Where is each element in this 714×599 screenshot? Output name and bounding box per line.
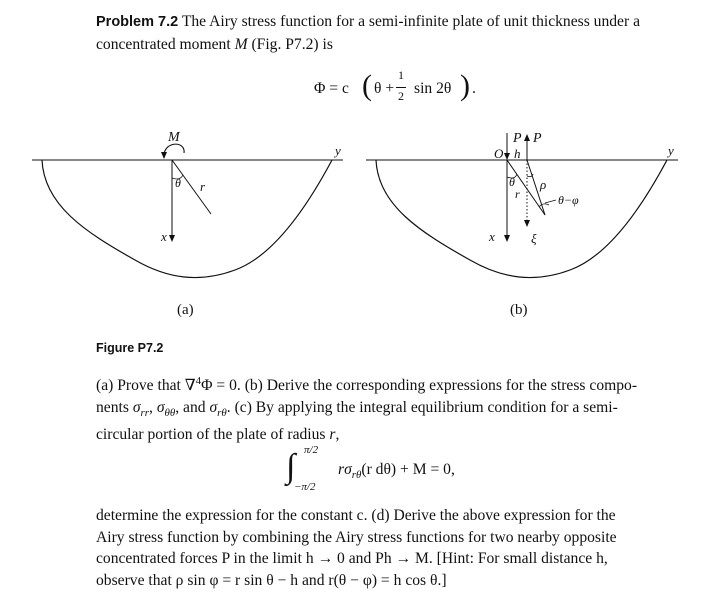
panel-a-boundary <box>42 160 332 278</box>
para2-l2-b: , <box>149 398 157 416</box>
problem-text-line2-M: M <box>234 35 248 53</box>
panel-b-O-label: O <box>494 146 504 161</box>
panel-a-moment-label: M <box>168 130 180 145</box>
panel-b-xi-arrow <box>524 220 530 227</box>
problem-text-line1: The Airy stress function for a semi-infinite plate of unit thickness under a <box>181 13 640 30</box>
panel-b-x-label: x <box>489 229 495 244</box>
eq1-frac-num: 1 <box>398 68 404 82</box>
para2-l1-sup: 4 <box>195 375 202 387</box>
para2-l3-r: r <box>329 426 336 444</box>
para2-l1-b: Φ = 0. (b) Derive the corresponding expressions for the stress compo- <box>201 377 638 395</box>
question-parts-a-c <box>96 371 686 446</box>
eq1-period: . <box>472 80 476 97</box>
para2-l1-a: (a) Prove that ∇ <box>96 377 196 395</box>
para3-l1: determine the expression for the constant c. (d) Derive the above expression for the <box>96 507 616 524</box>
panel-b-h-label: h <box>514 146 521 161</box>
eq1-frac-den: 2 <box>398 89 404 103</box>
panel-a-label: (a) <box>177 302 194 318</box>
panel-b-rho-label: ρ <box>540 177 547 192</box>
panel-a-x-arrow <box>169 235 175 242</box>
panel-a-moment-arc <box>164 144 184 158</box>
para2-l3-a: circular portion of the plate of radius <box>96 426 330 444</box>
panel-b-diff-pointer <box>545 200 556 203</box>
eq1-right-paren: ) <box>460 69 470 102</box>
para2-l2-srr: σ <box>132 398 141 416</box>
eq2-integral-sign: ∫ <box>286 448 296 485</box>
panel-a-x-label: x <box>161 229 167 244</box>
para2-l2-srr-sub: rr <box>140 406 150 419</box>
question-part-d <box>96 505 686 591</box>
panel-b-label: (b) <box>510 302 528 318</box>
problem-text-line2-a: concentrated moment <box>96 35 235 53</box>
para3-l2: Airy stress function by combining the Airy stress functions for two nearby opposite <box>96 528 617 546</box>
panel-b-y-label: y <box>668 143 674 158</box>
panel-b <box>366 131 678 318</box>
figure-caption: Figure P7.2 <box>96 341 164 355</box>
panel-b-xi-label: ξ <box>531 231 537 246</box>
eq2-integrand: $r\sigma_{r\theta}(r$ dθ) + M = 0, <box>338 461 455 482</box>
panel-b-theta-label: θ <box>509 175 515 189</box>
problem-text-line2-b: (Fig. P7.2) is <box>247 35 333 53</box>
para3-l3: concentrated forces P in the limit h → 0 and Ph → M. [Hint: For small distance h, <box>96 550 608 567</box>
para2-l2-srt: σ <box>209 398 218 416</box>
eq1-left-paren: ( <box>362 69 372 102</box>
panel-b-P-right: P <box>533 131 542 146</box>
panel-a-y-label: y <box>335 143 341 158</box>
eq1-lhs: Φ = c <box>314 80 349 97</box>
para2-l2-stt: σ <box>156 398 165 416</box>
problem-label: Problem 7.2 <box>96 14 179 30</box>
panel-a-moment-arrowhead <box>161 152 167 159</box>
eq2-lower-limit: −π/2 <box>294 481 316 493</box>
panel-b-force-left-arrow <box>504 153 510 160</box>
para2-l2-d: . (c) By applying the integral equilibrium condition for a semi- <box>226 398 618 416</box>
eq2-upper-limit: π/2 <box>304 444 319 456</box>
panel-b-r-label: r <box>515 187 520 201</box>
panel-b-diff-arc <box>539 204 549 207</box>
panel-b-boundary <box>376 160 667 278</box>
panel-b-x-arrow <box>504 235 510 242</box>
para2-l3-b: , <box>335 426 340 444</box>
eq1-theta-plus: θ + <box>374 80 395 97</box>
para2-l2-stt-sub: θθ <box>164 406 176 419</box>
eq1-sin-term: sin 2θ <box>414 80 452 97</box>
panel-b-force-right-arrow <box>524 134 530 141</box>
para2-l2-c: , and <box>175 398 210 416</box>
para2-l2-srt-sub: rθ <box>217 406 227 419</box>
para2-l2-a: nents <box>96 398 133 416</box>
panel-b-angle-diff-label: θ−φ <box>558 193 579 207</box>
panel-a-r-label: r <box>200 179 206 194</box>
para3-l4: observe that ρ sin φ = r sin θ − h and r(θ − φ) = h cos θ.] <box>96 571 447 589</box>
panel-a-theta-label: θ <box>175 176 181 190</box>
panel-b-P-left: P <box>513 131 522 146</box>
panel-a <box>32 130 343 318</box>
